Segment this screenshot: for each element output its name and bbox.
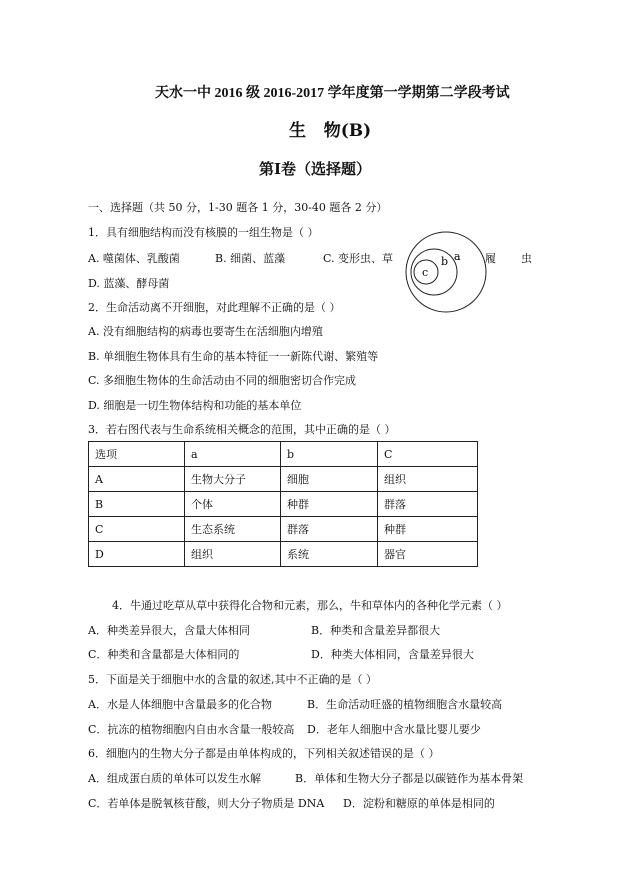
question-4-option-c: C．种类和含量都是大体相同的 — [88, 648, 240, 661]
question-6-option-c: C．若单体是脱氧核苷酸，则大分子物质是 DNA — [88, 797, 325, 810]
question-1-option-d: D. 蓝藻、酵母菌 — [88, 277, 170, 290]
table-header-row — [89, 442, 478, 467]
question-1-option-a: A. 噬菌体、乳酸菌 — [88, 252, 180, 265]
question-1-option-b: B. 细菌、蓝藻 — [215, 252, 286, 265]
question-6-option-a: A．组成蛋白质的单体可以发生水解 — [88, 772, 261, 785]
label-c: c — [422, 266, 429, 279]
table-cell: B — [89, 492, 185, 517]
question-4-option-d: D．种类大体相同，含量差异很大 — [311, 648, 474, 661]
question-2-option-a: A. 没有细胞结构的病毒也要寄生在活细胞内增殖 — [88, 325, 323, 338]
table-cell: 细胞 — [281, 467, 378, 492]
question-6-stem: 6．细胞内的生物大分子都是由单体构成的，下列相关叙述错误的是（ ） — [88, 747, 440, 760]
table-cell: 种群 — [281, 492, 378, 517]
concept-diagram — [396, 228, 496, 318]
table-header-cell: b — [281, 442, 378, 467]
question-1-stem: 1．具有细胞结构而没有核膜的一组生物是（ ） — [88, 226, 319, 239]
table-cell: 组织 — [378, 467, 478, 492]
question-5-option-d: D．老年人细胞中含水量比婴儿要少 — [307, 723, 481, 736]
circle-a — [406, 232, 486, 312]
question-4-option-b: B．种类和含量差异都很大 — [311, 624, 441, 637]
question-5-stem: 5．下面是关于细胞中水的含量的叙述,其中不正确的是（ ） — [88, 673, 377, 686]
table-cell: 器官 — [378, 542, 478, 567]
question-3-stem: 3．若右图代表与生命系统相关概念的范围，其中正确的是（ ） — [88, 423, 396, 436]
table-cell: C — [89, 517, 185, 542]
question-4-option-a: A．种类差异很大，含量大体相同 — [88, 624, 250, 637]
table-cell: 生态系统 — [185, 517, 281, 542]
table-cell: 系统 — [281, 542, 378, 567]
question-1-option-c-cont-1: 履 — [485, 252, 496, 265]
table-cell: D — [89, 542, 185, 567]
table-cell: A — [89, 467, 185, 492]
table-header-cell: 选项 — [89, 442, 185, 467]
subject-title: 生 物(B) — [289, 121, 372, 141]
table-header-cell: C — [378, 442, 478, 467]
section-heading: 一、选择题（共 50 分，1-30 题各 1 分，30-40 题各 2 分） — [88, 201, 388, 214]
label-a: a — [454, 250, 461, 263]
circle-b — [411, 249, 457, 295]
question-2-stem: 2．生命活动离不开细胞，对此理解不正确的是（ ） — [88, 301, 341, 314]
options-table — [88, 441, 478, 567]
table-row — [89, 492, 478, 517]
table-row — [89, 517, 478, 542]
question-2-option-c: C. 多细胞生物体的生命活动由不同的细胞密切合作完成 — [88, 374, 357, 387]
table-cell: 生物大分子 — [185, 467, 281, 492]
table-row — [89, 542, 478, 567]
volume-title: 第Ⅰ卷（选择题） — [259, 160, 372, 178]
exam-title: 天水一中 2016 级 2016-2017 学年度第一学期第二学段考试 — [155, 86, 510, 101]
question-5-option-a: A．水是人体细胞中含量最多的化合物 — [88, 698, 272, 711]
table-cell: 组织 — [185, 542, 281, 567]
question-2-option-b: B. 单细胞生物体具有生命的基本特征一一新陈代谢、繁殖等 — [88, 350, 379, 363]
table-cell: 个体 — [185, 492, 281, 517]
table-cell: 种群 — [378, 517, 478, 542]
question-5-option-c: C．抗冻的植物细胞内自由水含量一般较高 — [88, 723, 295, 736]
table-cell: 群落 — [378, 492, 478, 517]
question-4-stem: 4．牛通过吃草从草中获得化合物和元素，那么，牛和草体内的各种化学元素（ ） — [112, 599, 508, 612]
question-6-option-d: D．淀粉和糖原的单体是相同的 — [343, 797, 495, 810]
label-b: b — [441, 255, 449, 268]
table-header-cell: a — [185, 442, 281, 467]
question-6-option-b: B．单体和生物大分子都是以碳链作为基本骨架 — [295, 772, 524, 785]
question-1-option-c-cont-2: 虫 — [521, 252, 532, 265]
table-row — [89, 467, 478, 492]
question-2-option-d: D. 细胞是一切生物体结构和功能的基本单位 — [88, 399, 302, 412]
question-5-option-b: B．生命活动旺盛的植物细胞含水量较高 — [307, 698, 503, 711]
question-1-option-c: C. 变形虫、草 — [323, 252, 394, 265]
table-cell: 群落 — [281, 517, 378, 542]
